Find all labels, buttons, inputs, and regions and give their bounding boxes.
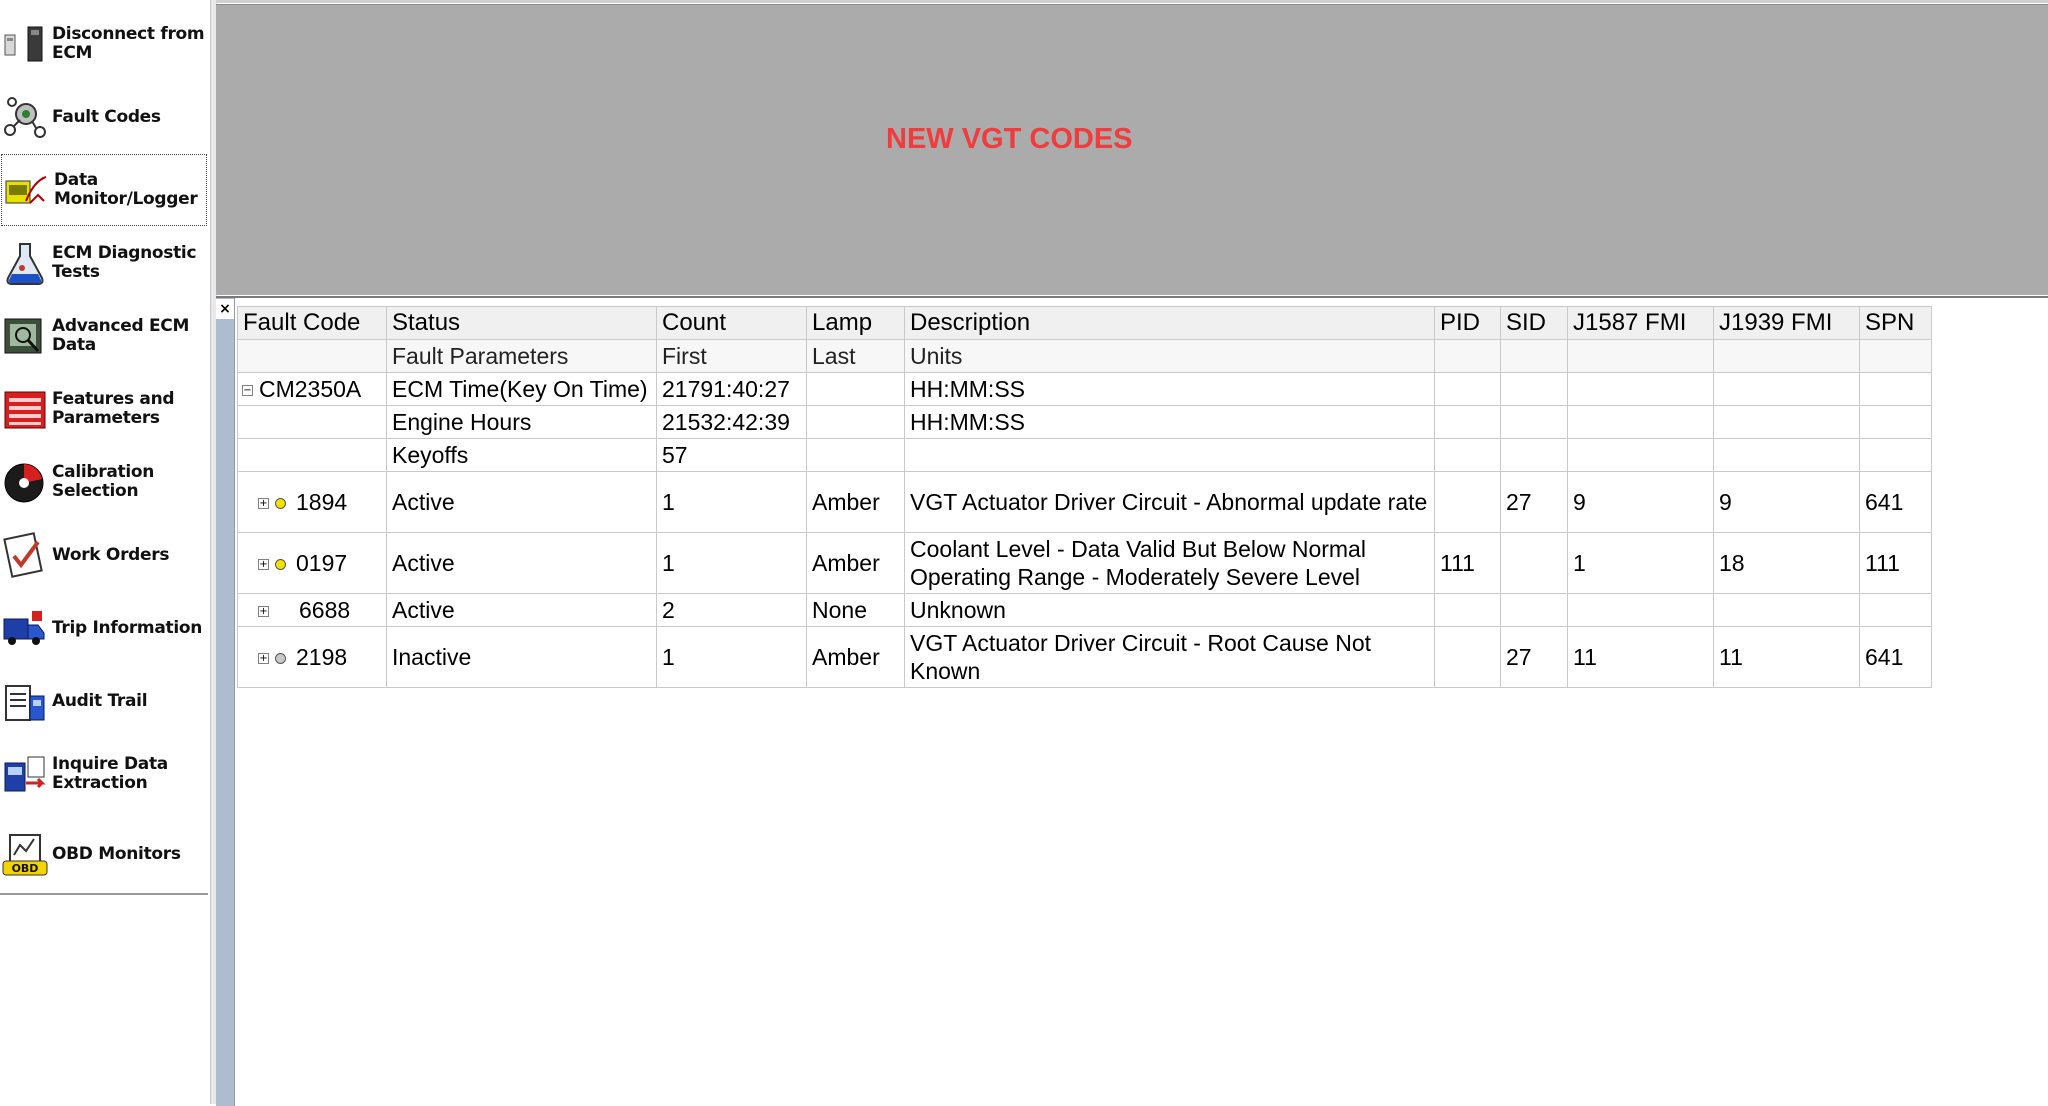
work-orders-icon	[2, 532, 48, 578]
nav-data-monitor-logger[interactable]	[1, 154, 207, 226]
fault-status: Active	[387, 533, 657, 594]
col-header-description[interactable]: Description	[905, 307, 1435, 340]
empty-cell	[238, 406, 387, 439]
fault-spn	[1860, 594, 1932, 627]
fault-code: 2198	[296, 643, 348, 670]
param-name: Keyoffs	[387, 439, 657, 472]
nav-label: Calibration Selection	[52, 462, 155, 501]
collapse-icon[interactable]: −	[243, 384, 252, 396]
fault-lamp: Amber	[807, 533, 905, 594]
ecm-name: CM2350A	[259, 375, 362, 402]
fault-spn: 641	[1860, 627, 1932, 688]
empty-cell	[1435, 406, 1501, 439]
nav-fault-codes[interactable]	[0, 81, 206, 153]
fault-j1939-fmi: 18	[1714, 533, 1860, 594]
subheader-cell	[1435, 340, 1501, 373]
col-header-spn[interactable]: SPN	[1860, 307, 1932, 340]
col-header-j1587-fmi[interactable]: J1587 FMI	[1568, 307, 1714, 340]
top-border	[216, 0, 2048, 3]
param-first: 21791:40:27	[657, 373, 807, 406]
fault-codes-icon	[2, 94, 48, 140]
param-units: HH:MM:SS	[905, 406, 1435, 439]
audit-trail-icon	[2, 678, 48, 724]
data-extraction-icon	[2, 751, 48, 797]
fault-row-2198[interactable]	[238, 627, 1932, 688]
param-name: ECM Time(Key On Time)	[387, 373, 657, 406]
fault-pid	[1435, 472, 1501, 533]
col-header-fault-code[interactable]: Fault Code	[238, 307, 387, 340]
fault-pid: 111	[1435, 533, 1501, 594]
param-name: Engine Hours	[387, 406, 657, 439]
lamp-indicator-icon	[275, 653, 286, 664]
empty-cell	[1435, 373, 1501, 406]
fault-code-grid-area	[216, 296, 2048, 1106]
param-units: HH:MM:SS	[905, 373, 1435, 406]
subheader-cell	[238, 340, 387, 373]
subheader-cell	[1501, 340, 1568, 373]
empty-cell	[1568, 373, 1714, 406]
fault-row-0197[interactable]	[238, 533, 1932, 594]
fault-status: Inactive	[387, 627, 657, 688]
calibration-disc-icon	[2, 459, 48, 505]
disconnect-icon	[2, 21, 48, 67]
flask-icon	[2, 240, 48, 286]
nav-advanced-ecm-data[interactable]	[0, 300, 206, 372]
empty-cell	[1860, 373, 1932, 406]
param-units	[905, 439, 1435, 472]
nav-label: Features and Parameters	[52, 389, 175, 428]
lamp-indicator-icon	[275, 498, 286, 509]
nav-label: Trip Information	[52, 617, 203, 638]
nav-label: Work Orders	[52, 544, 170, 565]
nav-calibration-selection[interactable]	[0, 446, 206, 518]
fault-count: 1	[657, 627, 807, 688]
close-icon[interactable]: ×	[216, 299, 234, 319]
nav-label: Advanced ECM Data	[52, 316, 190, 355]
param-last	[807, 439, 905, 472]
fault-code: 6688	[299, 596, 351, 623]
fault-j1587-fmi	[1568, 594, 1714, 627]
fault-code-cell	[238, 533, 387, 594]
fault-j1587-fmi: 9	[1568, 472, 1714, 533]
nav-label: OBD Monitors	[52, 843, 181, 864]
nav-disconnect-from-ecm[interactable]	[0, 8, 206, 80]
col-header-pid[interactable]: PID	[1435, 307, 1501, 340]
param-first: 21532:42:39	[657, 406, 807, 439]
nav-label: Fault Codes	[52, 106, 161, 127]
empty-cell	[1501, 406, 1568, 439]
fault-status: Active	[387, 472, 657, 533]
ecm-param-row[interactable]	[238, 439, 1932, 472]
param-first: 57	[657, 439, 807, 472]
fault-code-table	[237, 306, 1932, 688]
nav-work-orders[interactable]	[0, 519, 206, 591]
fault-spn: 111	[1860, 533, 1932, 594]
subheader-first: First	[657, 340, 807, 373]
fault-description: Coolant Level - Data Valid But Below Normal Operating Range - Moderately Severe Level	[905, 533, 1435, 594]
fault-j1587-fmi: 1	[1568, 533, 1714, 594]
nav-ecm-diagnostic-tests[interactable]	[0, 227, 206, 299]
fault-code-cell	[238, 594, 387, 627]
navigation-sidebar	[0, 0, 211, 1104]
col-header-count[interactable]: Count	[657, 307, 807, 340]
fault-count: 2	[657, 594, 807, 627]
subheader-cell	[1860, 340, 1932, 373]
header-row	[238, 307, 1932, 340]
empty-cell	[1714, 406, 1860, 439]
nav-label: ECM Diagnostic Tests	[52, 243, 197, 282]
expand-icon[interactable]: +	[259, 652, 268, 664]
features-icon	[2, 386, 48, 432]
fault-sid	[1501, 594, 1568, 627]
fault-lamp: Amber	[807, 472, 905, 533]
banner-title: NEW VGT CODES	[886, 123, 1133, 155]
fault-code: 0197	[296, 549, 348, 576]
fault-count: 1	[657, 472, 807, 533]
fault-sid: 27	[1501, 472, 1568, 533]
fault-code-cell	[238, 472, 387, 533]
col-header-sid[interactable]: SID	[1501, 307, 1568, 340]
grid-left-strip	[216, 298, 235, 1106]
empty-cell	[1714, 439, 1860, 472]
subheader-cell	[1714, 340, 1860, 373]
nav-trip-information[interactable]	[0, 592, 206, 664]
fault-status: Active	[387, 594, 657, 627]
empty-cell	[1714, 373, 1860, 406]
ecm-param-row[interactable]	[238, 373, 1932, 406]
fault-j1939-fmi: 9	[1714, 472, 1860, 533]
lamp-indicator-icon	[275, 559, 286, 570]
fault-pid	[1435, 627, 1501, 688]
expand-icon[interactable]: +	[259, 497, 268, 509]
subheader-last: Last	[807, 340, 905, 373]
fault-count: 1	[657, 533, 807, 594]
fault-j1939-fmi	[1714, 594, 1860, 627]
fault-description: VGT Actuator Driver Circuit - Abnormal update rate	[905, 472, 1435, 533]
fault-j1587-fmi: 11	[1568, 627, 1714, 688]
subheader-row	[238, 340, 1932, 373]
nav-label: Audit Trail	[52, 690, 148, 711]
fault-sid: 27	[1501, 627, 1568, 688]
data-monitor-icon	[4, 167, 50, 213]
col-header-j1939-fmi[interactable]: J1939 FMI	[1714, 307, 1860, 340]
nav-audit-trail[interactable]	[0, 665, 206, 737]
obd-icon	[2, 831, 48, 877]
expand-icon[interactable]: +	[259, 558, 268, 570]
nav-obd-monitors[interactable]	[0, 818, 206, 890]
fault-j1939-fmi: 11	[1714, 627, 1860, 688]
nav-inquire-data-extraction[interactable]	[0, 738, 206, 810]
fault-spn: 641	[1860, 472, 1932, 533]
empty-cell	[1860, 439, 1932, 472]
empty-cell	[1501, 439, 1568, 472]
ecm-param-row[interactable]	[238, 406, 1932, 439]
nav-features-and-parameters[interactable]	[0, 373, 206, 445]
empty-cell	[1568, 406, 1714, 439]
ecm-name-cell	[238, 373, 387, 406]
fault-code-cell	[238, 627, 387, 688]
param-last	[807, 406, 905, 439]
banner-panel	[216, 4, 2048, 295]
col-header-lamp[interactable]: Lamp	[807, 307, 905, 340]
col-header-status[interactable]: Status	[387, 307, 657, 340]
empty-cell	[1435, 439, 1501, 472]
fault-description: VGT Actuator Driver Circuit - Root Cause Not Known	[905, 627, 1435, 688]
nav-label: Inquire Data Extraction	[52, 754, 168, 793]
svg-text:OBD: OBD	[11, 862, 39, 875]
nav-label: Disconnect from ECM	[52, 24, 205, 63]
subheader-fault-parameters: Fault Parameters	[387, 340, 657, 373]
expand-icon[interactable]: +	[259, 605, 268, 617]
subheader-cell	[1568, 340, 1714, 373]
nav-label: Data Monitor/Logger	[54, 170, 198, 209]
fault-lamp: Amber	[807, 627, 905, 688]
empty-cell	[1501, 373, 1568, 406]
fault-lamp: None	[807, 594, 905, 627]
nav-list	[0, 0, 208, 895]
fault-code: 1894	[296, 488, 348, 515]
empty-cell	[238, 439, 387, 472]
fault-pid	[1435, 594, 1501, 627]
advanced-ecm-icon	[2, 313, 48, 359]
truck-icon	[2, 605, 48, 651]
subheader-units: Units	[905, 340, 1435, 373]
param-last	[807, 373, 905, 406]
fault-sid	[1501, 533, 1568, 594]
fault-row-6688[interactable]	[238, 594, 1932, 627]
fault-row-1894[interactable]	[238, 472, 1932, 533]
fault-description: Unknown	[905, 594, 1435, 627]
empty-cell	[1568, 439, 1714, 472]
empty-cell	[1860, 406, 1932, 439]
